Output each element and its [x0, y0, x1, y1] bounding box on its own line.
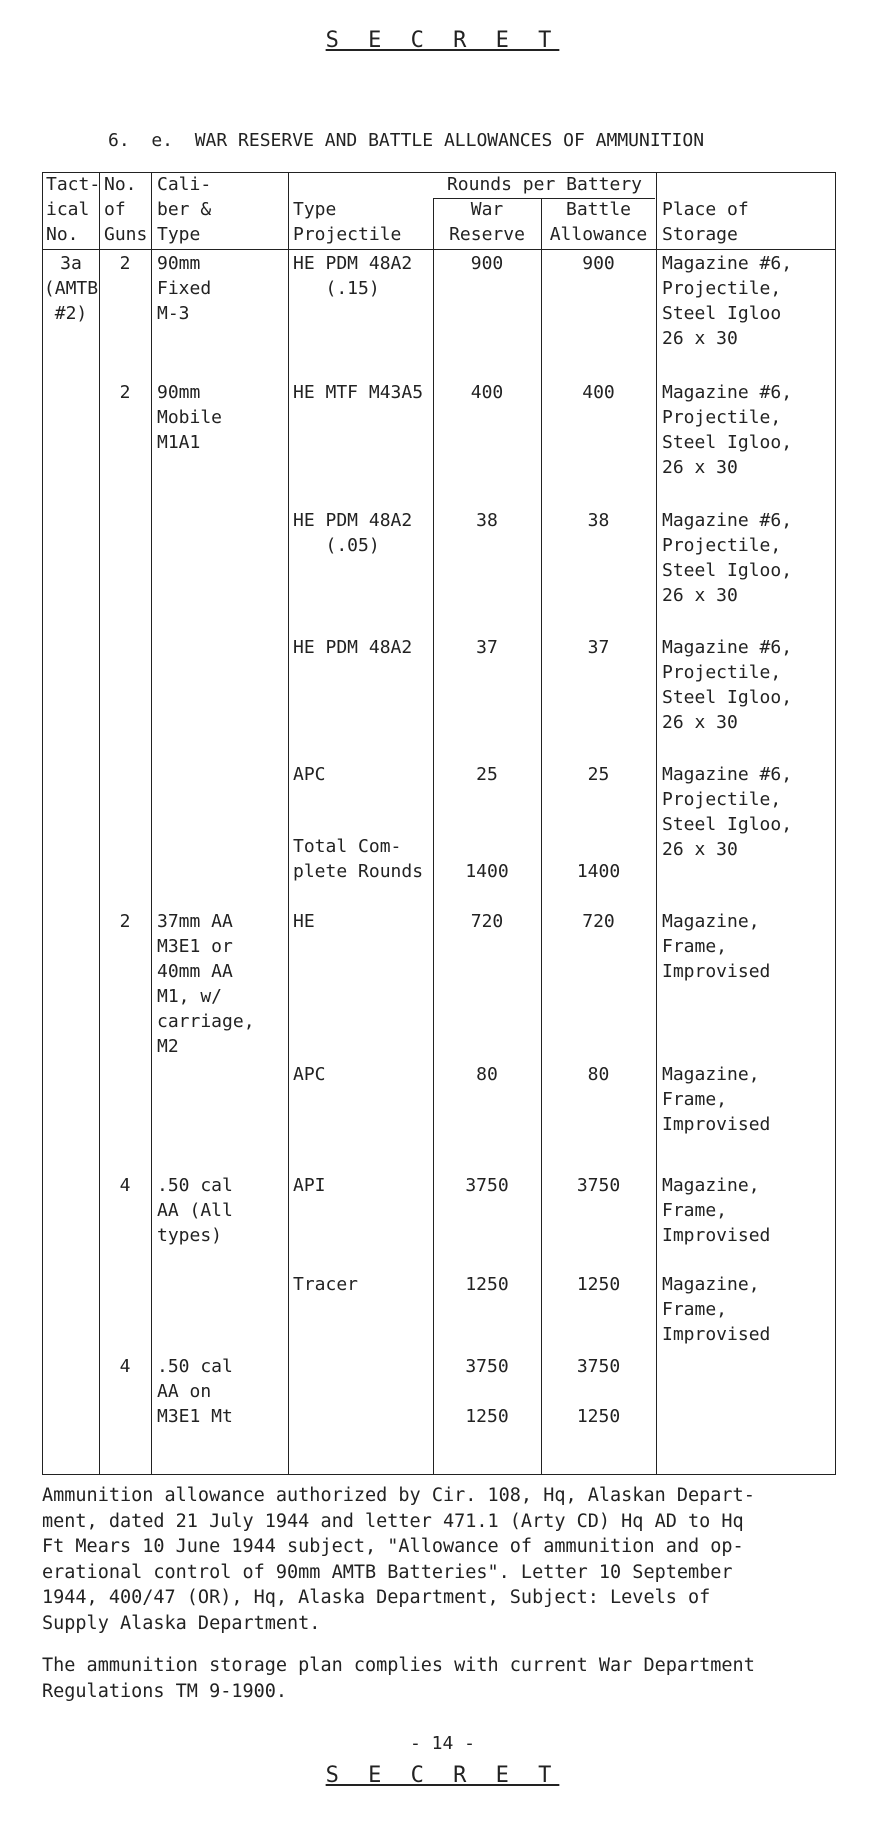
war-reserve-value: 37	[476, 637, 498, 658]
war-reserve-value: 25	[476, 764, 498, 785]
header-rounds-per-battery: Rounds per Battery	[446, 174, 643, 195]
col-rule-2	[151, 173, 152, 1474]
col-rule-6	[656, 173, 657, 1474]
battle-allowance-value: 25	[587, 764, 610, 785]
storage-place: Magazine, Frame, Improvised	[662, 911, 771, 982]
battle-allowance-value: 38	[587, 510, 610, 531]
war-reserve-value: 3750	[465, 1175, 509, 1196]
battle-allowance-value: 3750	[576, 1175, 621, 1196]
storage-place: Magazine #6, Projectile, Steel Igloo 26 x 30	[662, 253, 793, 349]
battle-allowance-value: 1250	[576, 1406, 621, 1427]
battle-allowance-value: 1250	[576, 1274, 621, 1295]
war-reserve-value: 3750	[465, 1356, 509, 1377]
authorization-note: Ammunition allowance authorized by Cir. 108, Hq, Alaskan Depart- ment, dated 21 July 1944 and letter 471.1 (Arty CD) Hq AD to Hq Ft Mears 10 June 1944 subject, "Allowance of ammunition and op- erational control of 90mm AMTB Batteries". Letter 10 September 1944, 400/47 (OR), Hq, Alaska Department, Subject: Levels of Supply Alaska Department.	[42, 1485, 755, 1634]
regulations-note: The ammunition storage plan complies with current War Department Regulations TM 9-1900.	[42, 1655, 755, 1702]
header-rule	[43, 249, 835, 250]
projectile-type: HE PDM 48A2 (.05)	[293, 510, 413, 556]
caliber-type: 37mm AA M3E1 or 40mm AA M1, w/ carriage, M2	[157, 911, 255, 1057]
header-tactical-no: Tact- ical No.	[46, 174, 101, 245]
battle-allowance-value: 3750	[576, 1356, 621, 1377]
caliber-type: 90mm Fixed M-3	[157, 253, 212, 324]
col-rule-3	[288, 173, 289, 1474]
header-battle-allowance: Battle Allowance	[549, 199, 648, 245]
section-heading: 6. e. WAR RESERVE AND BATTLE ALLOWANCES OF AMMUNITION	[108, 130, 705, 151]
storage-place: Magazine #6, Projectile, Steel Igloo, 26 x 30	[662, 382, 793, 478]
storage-place: Magazine, Frame, Improvised	[662, 1175, 771, 1246]
projectile-type: APC	[293, 764, 326, 785]
storage-place: Magazine, Frame, Improvised	[662, 1064, 771, 1135]
tactical-number: 3a (AMTB #2)	[43, 253, 99, 324]
projectile-type: HE PDM 48A2 (.15)	[293, 253, 413, 299]
projectile-type: API	[293, 1175, 326, 1196]
guns-count: 2	[119, 382, 131, 403]
projectile-type: Tracer	[293, 1274, 359, 1295]
projectile-type: APC	[293, 1064, 326, 1085]
guns-count: 4	[119, 1356, 131, 1377]
war-reserve-value: 1250	[465, 1406, 509, 1427]
war-reserve-value: 400	[470, 382, 504, 403]
header-caliber-type: Cali- ber & Type	[157, 174, 212, 245]
header-war-reserve: War Reserve	[449, 199, 525, 245]
page-number: - 14 -	[409, 1733, 476, 1754]
war-reserve-value: 38	[476, 510, 498, 531]
war-reserve-value: 900	[470, 253, 504, 274]
storage-place: Magazine, Frame, Improvised	[662, 1274, 771, 1345]
header-no-of-guns: No. of Guns	[104, 174, 148, 245]
projectile-type: HE PDM 48A2	[293, 637, 413, 658]
storage-place: Magazine #6, Projectile, Steel Igloo, 26 x 30	[662, 510, 793, 606]
projectile-type: HE MTF M43A5	[293, 382, 424, 403]
war-reserve-value: 720	[470, 911, 504, 932]
war-reserve-value: 80	[476, 1064, 498, 1085]
caliber-type: .50 cal AA (All types)	[157, 1175, 233, 1246]
caliber-type: 90mm Mobile M1A1	[157, 382, 223, 453]
guns-count: 2	[119, 253, 131, 274]
projectile-type: HE	[293, 911, 315, 932]
battle-allowance-value: 900	[582, 253, 615, 274]
war-reserve-value: 1250	[465, 1274, 509, 1295]
guns-count: 2	[119, 911, 131, 932]
ammunition-table	[42, 172, 836, 1475]
total-label: Total Com- plete Rounds	[293, 836, 424, 882]
battle-allowance-total: 1400	[576, 861, 621, 882]
header-place-of-storage: Place of Storage	[662, 199, 749, 245]
battle-allowance-value: 37	[587, 637, 610, 658]
guns-count: 4	[119, 1175, 131, 1196]
battle-allowance-value: 80	[587, 1064, 610, 1085]
header-type-projectile: Type Projectile	[293, 199, 402, 245]
war-reserve-total: 1400	[465, 861, 509, 882]
classification-header: S E C R E T	[325, 28, 560, 53]
battle-allowance-value: 400	[582, 382, 615, 403]
storage-place: Magazine #6, Projectile, Steel Igloo, 26 x 30	[662, 764, 793, 860]
storage-place: Magazine #6, Projectile, Steel Igloo, 26 x 30	[662, 637, 793, 733]
caliber-type: .50 cal AA on M3E1 Mt	[157, 1356, 233, 1427]
battle-allowance-value: 720	[582, 911, 615, 932]
classification-footer: S E C R E T	[325, 1763, 560, 1788]
col-rule-1	[99, 173, 100, 1474]
